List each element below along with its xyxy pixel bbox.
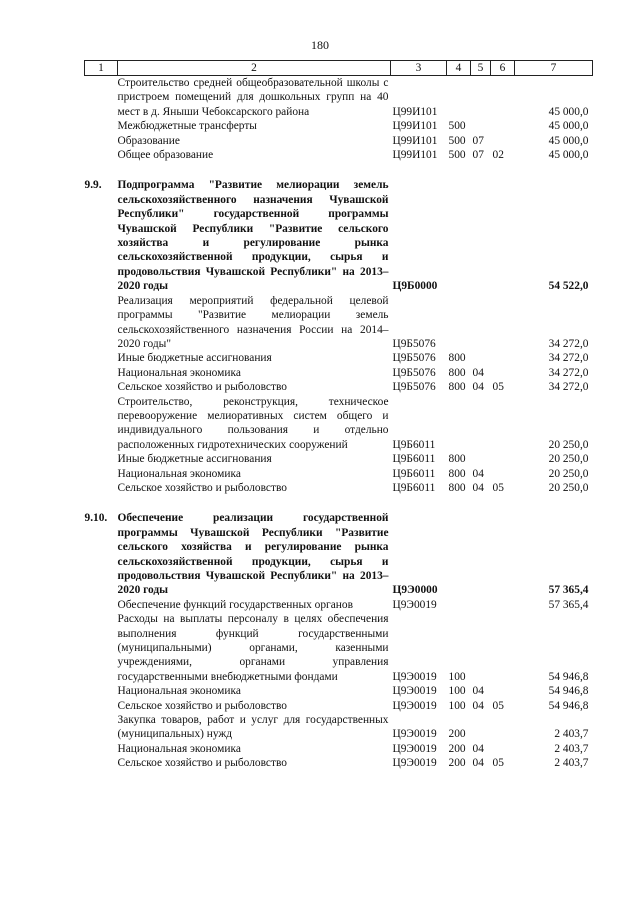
budget-table-body [85,61,593,771]
amount: 45 000,0 [548,134,589,147]
subsection-code [491,742,515,756]
table-row [85,452,593,466]
amount: 45 000,0 [548,105,589,118]
target-article-code: Ц9Б5076 [392,366,436,379]
expense-type-code [447,511,471,597]
expense-type-code [447,294,471,352]
table-row [85,699,593,713]
column-header: 2 [118,61,391,76]
row-name: Подпрограмма "Развитие мелиорации земель сельскохозяйственного назначения Чувашской Республики" государственной программы Чувашской Республики "Развитие сельского хозяйства и регулирование рынка сельскохозяйственной продукции, сырья и продовольствия Чувашской Республики" на 2013–2020 годы [117,179,389,293]
row-number [85,598,118,612]
section-code [471,713,491,742]
section-code: 04 [472,742,484,755]
expense-type-code: 100 [448,699,466,712]
column-header: 6 [491,61,515,76]
amount: 54 946,8 [548,685,589,698]
row-number [85,713,118,742]
expense-type-code [447,76,471,120]
row-name: Сельское хозяйство и рыболовство [117,757,287,770]
table-row [85,684,593,698]
table-row [85,481,593,495]
budget-table [84,60,593,771]
amount: 54 522,0 [548,280,589,293]
row-number [85,612,118,684]
subsection-code: 05 [492,481,504,494]
row-name: Сельское хозяйство и рыболовство [117,481,287,494]
column-header: 1 [85,61,118,76]
subsection-code [491,713,515,742]
amount: 34 272,0 [548,352,589,365]
table-row [85,742,593,756]
row-number [85,481,118,495]
row-number [85,756,118,770]
amount: 20 250,0 [548,453,589,466]
row-name: Образование [117,134,180,147]
target-article-code: Ц9Э0019 [392,598,437,611]
section-code: 04 [472,467,484,480]
subsection-code [491,294,515,352]
amount: 57 365,4 [548,584,589,597]
subsection-code [491,351,515,365]
amount: 2 403,7 [554,742,589,755]
expense-type-code: 800 [448,467,466,480]
subsection-code [491,684,515,698]
expense-type-code: 100 [448,670,466,683]
subprogram-row [85,511,593,597]
table-row [85,119,593,133]
row-name: Национальная экономика [117,366,241,379]
row-number: 9.10. [84,512,108,525]
target-article-code: Ц9Б6011 [392,481,436,494]
column-header: 3 [391,61,447,76]
table-row [85,134,593,148]
subsection-code [491,366,515,380]
table-row [85,148,593,162]
subsection-code [491,452,515,466]
row-number [85,395,118,453]
row-number: 9.9. [84,179,102,192]
row-name: Строительство средней общеобразовательной школы с пристроем помещений для дошкольных групп на 40 мест в д. Яныши Чебоксарского района [117,77,389,118]
expense-type-code: 200 [448,728,466,741]
section-code [471,294,491,352]
amount: 34 272,0 [548,381,589,394]
amount: 54 946,8 [548,670,589,683]
spacer-row [85,162,593,178]
amount: 34 272,0 [548,366,589,379]
row-number [85,684,118,698]
target-article-code: Ц99И101 [392,105,438,118]
table-row [85,395,593,453]
expense-type-code [447,178,471,293]
table-row [85,612,593,684]
table-row [85,756,593,770]
amount: 34 272,0 [548,337,589,350]
target-article-code: Ц9Б0000 [392,280,438,293]
target-article-code: Ц9Б5076 [392,352,436,365]
expense-type-code [447,395,471,453]
amount: 45 000,0 [548,120,589,133]
table-header-row [85,61,593,76]
subsection-code [491,598,515,612]
section-code [471,76,491,120]
expense-type-code: 800 [448,366,466,379]
target-article-code: Ц9Э0019 [392,728,437,741]
row-number [85,134,118,148]
row-number [85,452,118,466]
table-row [85,380,593,394]
row-name: Обеспечение реализации государственной программы Чувашской Республики "Развитие сельского хозяйства и регулирование рынка сельскохозяйственной продукции, сырья и продовольствия Чувашской Республики" на 2013–2020 годы [117,512,389,597]
section-code [471,351,491,365]
table-row [85,713,593,742]
row-number [85,366,118,380]
row-name: Национальная экономика [117,467,241,480]
column-header: 7 [515,61,593,76]
target-article-code: Ц99И101 [392,134,438,147]
section-code [471,511,491,597]
amount: 20 250,0 [548,467,589,480]
row-name: Общее образование [117,149,214,162]
target-article-code: Ц9Б5076 [392,337,436,350]
column-header: 5 [471,61,491,76]
target-article-code: Ц9Э0019 [392,699,437,712]
row-number [85,351,118,365]
target-article-code: Ц9Э0019 [392,757,437,770]
expense-type-code: 100 [448,685,466,698]
section-code [471,395,491,453]
target-article-code: Ц9Б6011 [392,467,436,480]
table-row [85,598,593,612]
spacer-cell [85,495,593,511]
section-code: 07 [472,149,484,162]
subsection-code: 02 [492,149,504,162]
expense-type-code: 800 [448,381,466,394]
subsection-code [491,134,515,148]
row-name: Национальная экономика [117,685,241,698]
target-article-code: Ц99И101 [392,149,438,162]
row-name: Закупка товаров, работ и услуг для государственных (муниципальных) нужд [117,714,389,741]
subsection-code [491,467,515,481]
target-article-code: Ц9Э0019 [392,670,437,683]
amount: 54 946,8 [548,699,589,712]
expense-type-code: 800 [448,352,466,365]
section-code [471,119,491,133]
amount: 20 250,0 [548,481,589,494]
section-code: 04 [472,685,484,698]
table-row [85,467,593,481]
amount: 20 250,0 [548,438,589,451]
section-code: 04 [472,381,484,394]
subsection-code [491,612,515,684]
row-name: Реализация мероприятий федеральной целевой программы "Развитие мелиорации земель сельскохозяйственного назначения России на 2014–2020 годы" [117,294,389,350]
row-name: Обеспечение функций государственных органов [117,598,353,611]
expense-type-code: 500 [448,120,466,133]
target-article-code: Ц9Б6011 [392,453,436,466]
table-row [85,351,593,365]
section-code: 04 [472,481,484,494]
subprogram-row [85,178,593,293]
row-name: Сельское хозяйство и рыболовство [117,381,287,394]
row-name: Иные бюджетные ассигнования [117,352,272,365]
target-article-code: Ц9Э0000 [392,584,438,597]
subsection-code: 05 [492,757,504,770]
row-number [85,294,118,352]
column-header: 4 [447,61,471,76]
row-name: Сельское хозяйство и рыболовство [117,699,287,712]
row-number [85,699,118,713]
subsection-code: 05 [492,699,504,712]
subsection-code [491,119,515,133]
table-row [85,76,593,120]
section-code: 04 [472,366,484,379]
subsection-code [491,76,515,120]
subsection-code [491,511,515,597]
spacer-cell [85,162,593,178]
section-code [471,452,491,466]
target-article-code: Ц9Э0019 [392,742,437,755]
expense-type-code: 200 [448,757,466,770]
subsection-code: 05 [492,381,504,394]
section-code: 04 [472,757,484,770]
section-code: 07 [472,134,484,147]
target-article-code: Ц99И101 [392,120,438,133]
target-article-code: Ц9Б5076 [392,381,436,394]
row-name: Расходы на выплаты персоналу в целях обеспечения выполнения функций государственными (муниципальными) органами, казенными учреждениями, органами управления государственными внебюджетными фондами [117,613,389,683]
expense-type-code: 200 [448,742,466,755]
row-number [85,467,118,481]
amount: 2 403,7 [554,757,589,770]
row-number [85,380,118,394]
target-article-code: Ц9Э0019 [392,685,437,698]
section-code [471,612,491,684]
expense-type-code: 800 [448,481,466,494]
amount: 57 365,4 [548,598,589,611]
row-name: Национальная экономика [117,742,241,755]
row-name: Межбюджетные трансферты [117,120,257,133]
spacer-row [85,495,593,511]
row-name: Строительство, реконструкция, техническое перевооружение мелиоративных систем общего и индивидуального пользования и отдельно расположенных гидротехнических сооружений [117,395,389,451]
section-code [471,178,491,293]
row-name: Иные бюджетные ассигнования [117,453,272,466]
row-number [85,76,118,120]
target-article-code: Ц9Б6011 [392,438,436,451]
amount: 45 000,0 [548,149,589,162]
expense-type-code: 500 [448,134,466,147]
subsection-code [491,178,515,293]
row-number [85,119,118,133]
section-code: 04 [472,699,484,712]
section-code [471,598,491,612]
expense-type-code: 500 [448,149,466,162]
amount: 2 403,7 [554,728,589,741]
row-number [85,742,118,756]
row-number [85,148,118,162]
subsection-code [491,395,515,453]
expense-type-code: 800 [448,453,466,466]
table-row [85,366,593,380]
table-row [85,294,593,352]
expense-type-code [447,598,471,612]
page-number: 180 [311,38,329,52]
